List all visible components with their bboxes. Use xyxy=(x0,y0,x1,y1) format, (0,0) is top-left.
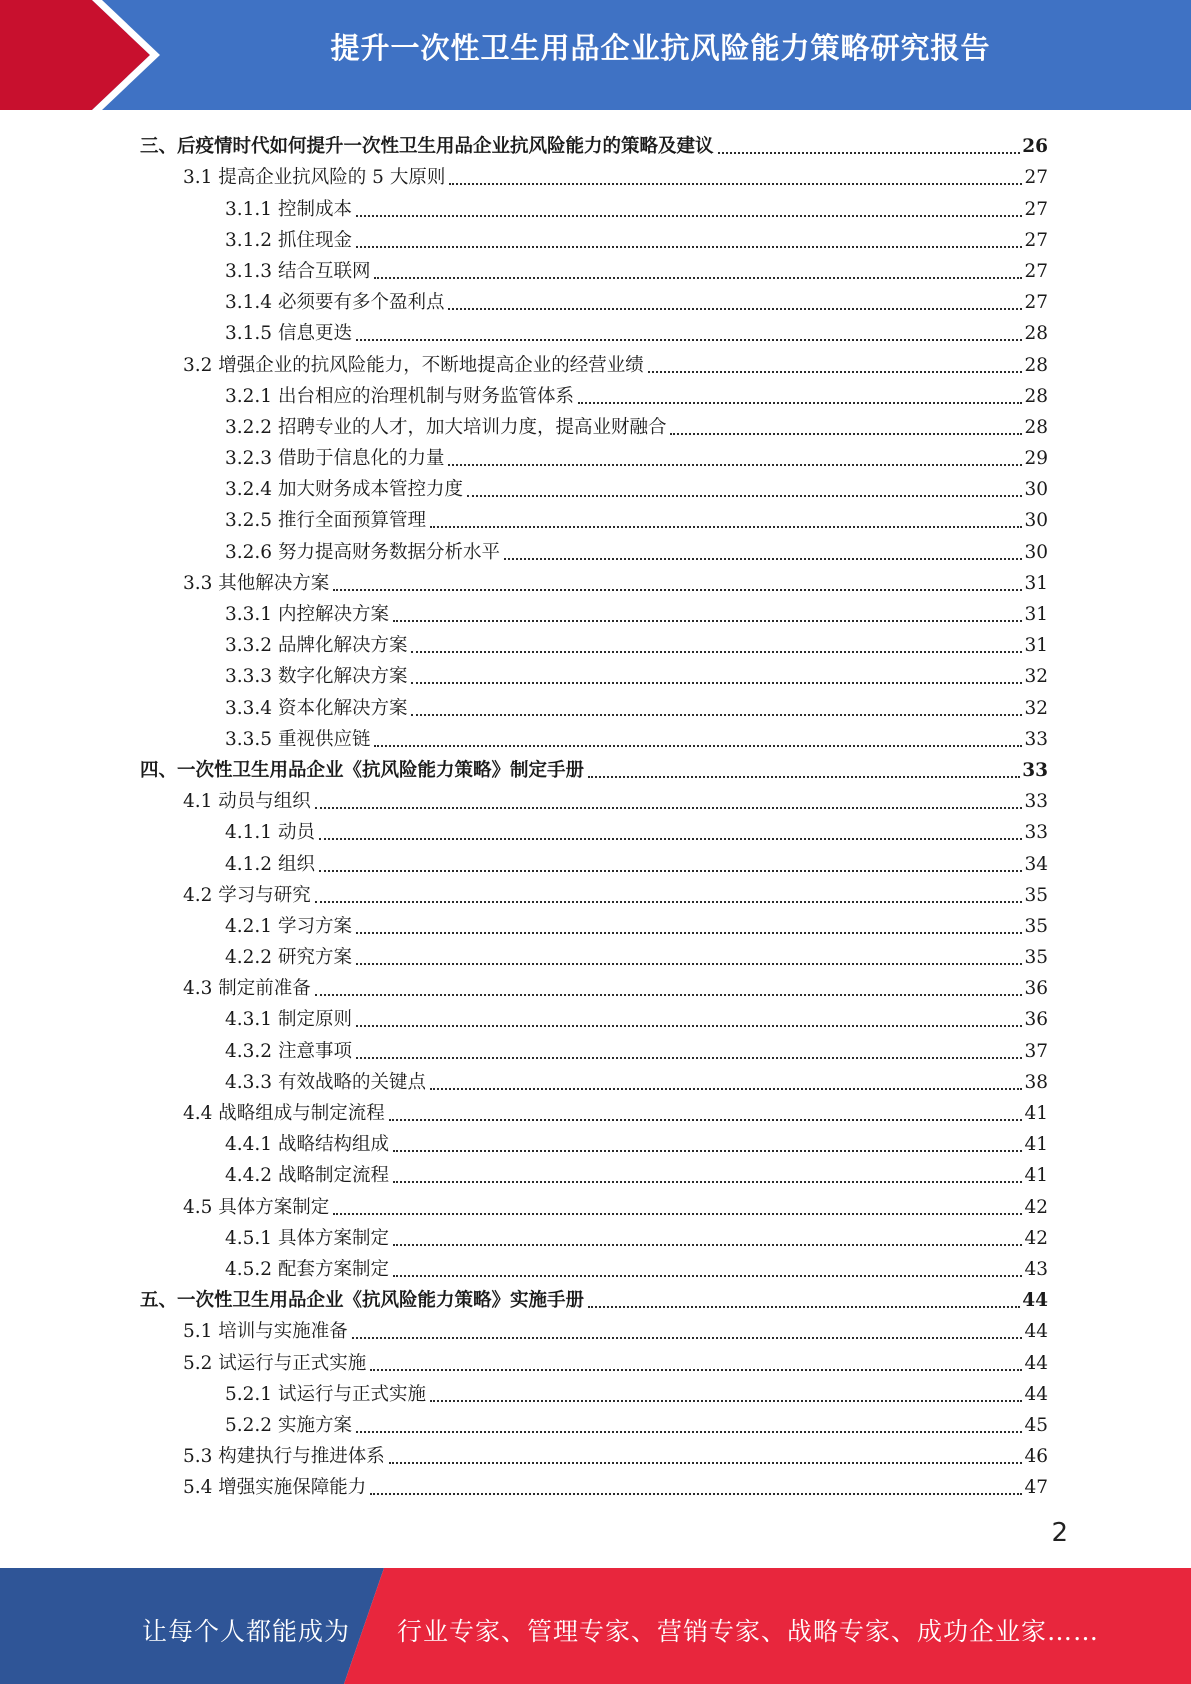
toc-dot-leader xyxy=(374,743,1022,747)
toc-dot-leader xyxy=(389,1460,1023,1464)
toc-entry-label: 3.2.4 加大财务成本管控力度 xyxy=(225,479,463,501)
toc-dot-leader xyxy=(448,462,1022,466)
toc-entry[interactable] xyxy=(140,1095,1048,1126)
toc-dot-leader xyxy=(411,649,1022,653)
toc-entry[interactable] xyxy=(140,1032,1048,1063)
toc-entry[interactable] xyxy=(140,721,1048,752)
toc-dot-leader xyxy=(356,1429,1023,1433)
document-title: 提升一次性卫生用品企业抗风险能力策略研究报告 xyxy=(330,31,991,65)
toc-entry[interactable] xyxy=(140,346,1048,377)
toc-entry-label: 4.1 动员与组织 xyxy=(183,791,311,813)
toc-dot-leader xyxy=(370,1491,1022,1495)
toc-entry-label: 3.3.1 内控解决方案 xyxy=(225,604,389,625)
toc-entry-label: 3.2.1 出台相应的治理机制与财务监管体系 xyxy=(225,385,574,407)
toc-entry-label: 3.1.3 结合互联网 xyxy=(225,260,371,282)
toc-entry[interactable] xyxy=(140,1438,1048,1469)
toc-entry-label: 4.5.2 配套方案制定 xyxy=(225,1258,389,1280)
toc-dot-leader xyxy=(718,150,1021,154)
toc-dot-leader xyxy=(356,213,1023,217)
toc-entry-label: 3.2.3 借助于信息化的力量 xyxy=(225,448,445,470)
toc-entry-label: 五、一次性卫生用品企业《抗风险能力策略》实施手册 xyxy=(140,1290,585,1312)
toc-entry-page: 26 xyxy=(1022,136,1048,158)
footer-slogan-left: 让每个人都能成为 xyxy=(142,1617,351,1646)
toc-dot-leader xyxy=(319,836,1023,840)
toc-dot-leader xyxy=(356,337,1023,341)
toc-entry-label: 4.4.2 战略制定流程 xyxy=(225,1165,389,1187)
toc-dot-leader xyxy=(430,1086,1022,1090)
toc-entry-page: 41 xyxy=(1024,1165,1048,1187)
toc-dot-leader xyxy=(356,1055,1023,1059)
toc-dot-leader xyxy=(370,1367,1022,1371)
toc-dot-leader xyxy=(648,369,1023,373)
toc-entry[interactable] xyxy=(140,596,1048,627)
toc-entry[interactable] xyxy=(140,565,1048,596)
toc-entry[interactable] xyxy=(140,877,1048,908)
toc-entry-page: 30 xyxy=(1024,510,1048,532)
toc-entry-page: 43 xyxy=(1024,1258,1048,1280)
toc-dot-leader xyxy=(315,899,1023,903)
toc-entry-label: 3.3 其他解决方案 xyxy=(183,572,330,594)
toc-entry-label: 3.1 提高企业抗风险的 5 大原则 xyxy=(183,167,446,189)
toc-entry-label: 3.2.2 招聘专业的人才，加大培训力度，提高业财融合 xyxy=(225,416,667,438)
toc-entry-label: 3.1.5 信息更迭 xyxy=(225,323,352,345)
toc-entry[interactable] xyxy=(140,1344,1048,1375)
toc-entry[interactable] xyxy=(140,1001,1048,1032)
toc-entry-label: 4.2.2 研究方案 xyxy=(225,947,352,969)
toc-entry-page: 33 xyxy=(1024,728,1048,750)
toc-entry[interactable] xyxy=(140,627,1048,658)
toc-entry-page: 31 xyxy=(1024,635,1048,657)
toc-entry-label: 4.1.1 动员 xyxy=(225,822,315,844)
toc-entry-page: 30 xyxy=(1024,479,1048,501)
toc-dot-leader xyxy=(504,556,1022,560)
toc-entry[interactable] xyxy=(140,128,1048,159)
toc-entry-page: 28 xyxy=(1024,416,1048,438)
toc-entry[interactable] xyxy=(140,1313,1048,1344)
toc-entry-label: 3.2 增强企业的抗风险能力，不断地提高企业的经营业绩 xyxy=(183,354,644,376)
toc-dot-leader xyxy=(356,1023,1023,1027)
toc-dot-leader xyxy=(467,493,1022,497)
toc-entry-page: 38 xyxy=(1024,1071,1048,1093)
toc-entry[interactable] xyxy=(140,1188,1048,1219)
toc-entry[interactable] xyxy=(140,409,1048,440)
toc-entry[interactable] xyxy=(140,1157,1048,1188)
toc-entry[interactable] xyxy=(140,315,1048,346)
toc-dot-leader xyxy=(352,1335,1023,1339)
toc-entry-label: 3.3.5 重视供应链 xyxy=(225,728,371,750)
toc-entry-label: 4.4.1 战略结构组成 xyxy=(225,1134,389,1156)
toc-dot-leader xyxy=(430,524,1022,528)
toc-entry-page: 28 xyxy=(1024,354,1048,376)
toc-dot-leader xyxy=(578,400,1022,404)
toc-entry-label: 3.1.1 控制成本 xyxy=(225,198,352,220)
toc-entry-label: 4.5 具体方案制定 xyxy=(183,1196,330,1218)
toc-entry[interactable] xyxy=(140,658,1048,689)
toc-entry-page: 33 xyxy=(1024,822,1048,844)
toc-entry-page: 46 xyxy=(1024,1446,1048,1468)
toc-entry-page: 37 xyxy=(1024,1040,1048,1062)
toc-entry-label: 5.3 构建执行与推进体系 xyxy=(183,1446,385,1468)
toc-entry-label: 4.1.2 组织 xyxy=(225,853,315,875)
toc-entry-page: 45 xyxy=(1024,1414,1048,1436)
toc-entry[interactable] xyxy=(140,190,1048,221)
toc-entry-page: 42 xyxy=(1024,1196,1048,1218)
toc-entry[interactable] xyxy=(140,378,1048,409)
toc-entry[interactable] xyxy=(140,159,1048,190)
toc-dot-leader xyxy=(315,805,1023,809)
toc-dot-leader xyxy=(374,275,1022,279)
toc-entry[interactable] xyxy=(140,1282,1048,1313)
toc-entry-label: 3.1.2 抓住现金 xyxy=(225,229,352,251)
toc-entry[interactable] xyxy=(140,533,1048,564)
toc-entry-page: 44 xyxy=(1024,1352,1048,1374)
toc-entry[interactable] xyxy=(140,1376,1048,1407)
toc-entry-label: 5.2 试运行与正式实施 xyxy=(183,1352,367,1374)
toc-dot-leader xyxy=(356,961,1023,965)
toc-dot-leader xyxy=(588,774,1020,778)
toc-dot-leader xyxy=(315,992,1023,996)
toc-entry-label: 三、后疫情时代如何提升一次性卫生用品企业抗风险能力的策略及建议 xyxy=(140,136,714,158)
toc-entry-label: 4.2 学习与研究 xyxy=(183,884,311,906)
toc-entry-label: 4.3.2 注意事项 xyxy=(225,1040,352,1062)
toc-entry-label: 5.2.2 实施方案 xyxy=(225,1414,352,1436)
toc-entry-page: 28 xyxy=(1024,323,1048,345)
toc-dot-leader xyxy=(430,1398,1022,1402)
toc-entry[interactable] xyxy=(140,970,1048,1001)
toc-entry-page: 31 xyxy=(1024,604,1048,625)
toc-entry[interactable] xyxy=(140,1469,1048,1500)
toc-entry-page: 28 xyxy=(1024,385,1048,407)
toc-dot-leader xyxy=(356,930,1023,934)
toc-entry-page: 32 xyxy=(1024,697,1048,719)
toc-entry[interactable] xyxy=(140,1220,1048,1251)
toc-entry-page: 41 xyxy=(1024,1103,1048,1124)
toc-entry-label: 4.2.1 学习方案 xyxy=(225,915,352,937)
toc-dot-leader xyxy=(411,680,1022,684)
toc-entry-label: 5.1 培训与实施准备 xyxy=(183,1321,348,1343)
toc-dot-leader xyxy=(670,431,1022,435)
toc-entry[interactable] xyxy=(140,939,1048,970)
toc-dot-leader xyxy=(393,1179,1022,1183)
toc-entry[interactable] xyxy=(140,253,1048,284)
footer-slogan-right: 行业专家、管理专家、营销专家、战略专家、成功企业家…… xyxy=(397,1617,1100,1646)
toc-entry[interactable] xyxy=(140,440,1048,471)
toc-entry-page: 27 xyxy=(1024,229,1048,251)
toc-entry[interactable] xyxy=(140,908,1048,939)
toc-entry-page: 27 xyxy=(1024,198,1048,220)
toc-dot-leader xyxy=(393,1242,1022,1246)
toc-entry[interactable] xyxy=(140,471,1048,502)
toc-entry[interactable] xyxy=(140,1407,1048,1438)
toc-entry-label: 3.3.4 资本化解决方案 xyxy=(225,697,408,719)
toc-entry[interactable] xyxy=(140,752,1048,783)
toc-entry-page: 27 xyxy=(1024,292,1048,314)
toc-dot-leader xyxy=(333,587,1022,591)
toc-entry[interactable] xyxy=(140,1064,1048,1095)
toc-entry-page: 42 xyxy=(1024,1227,1048,1249)
toc-dot-leader xyxy=(448,306,1022,310)
toc-entry-label: 3.3.2 品牌化解决方案 xyxy=(225,635,408,657)
toc-entry[interactable] xyxy=(140,689,1048,720)
toc-dot-leader xyxy=(411,712,1022,716)
toc-entry[interactable] xyxy=(140,783,1048,814)
toc-entry-label: 3.2.6 努力提高财务数据分析水平 xyxy=(225,541,500,563)
toc-entry[interactable] xyxy=(140,502,1048,533)
toc-entry-page: 29 xyxy=(1024,448,1048,470)
toc-dot-leader xyxy=(393,1273,1022,1277)
toc-entry-label: 5.2.1 试运行与正式实施 xyxy=(225,1383,426,1405)
toc-entry[interactable] xyxy=(140,845,1048,876)
footer-banner xyxy=(0,1568,1191,1684)
toc-entry-page: 44 xyxy=(1022,1290,1048,1312)
toc-entry-page: 36 xyxy=(1024,978,1048,1000)
toc-entry[interactable] xyxy=(140,814,1048,845)
toc-entry-label: 4.3.3 有效战略的关键点 xyxy=(225,1071,426,1093)
toc-dot-leader xyxy=(588,1304,1020,1308)
toc-entry-page: 33 xyxy=(1024,791,1048,813)
toc-dot-leader xyxy=(393,618,1022,622)
toc-entry-label: 3.3.3 数字化解决方案 xyxy=(225,666,408,688)
toc-entry-page: 44 xyxy=(1024,1383,1048,1405)
toc-dot-leader xyxy=(333,1211,1022,1215)
toc-entry[interactable] xyxy=(140,1251,1048,1282)
toc-entry-label: 5.4 增强实施保障能力 xyxy=(183,1477,367,1499)
toc-entry-page: 32 xyxy=(1024,666,1048,688)
toc-entry[interactable] xyxy=(140,222,1048,253)
toc-entry[interactable] xyxy=(140,1126,1048,1157)
toc-dot-leader xyxy=(356,244,1023,248)
toc-entry[interactable] xyxy=(140,284,1048,315)
toc-dot-leader xyxy=(389,1117,1023,1121)
toc-entry-label: 4.4 战略组成与制定流程 xyxy=(183,1103,385,1124)
toc-entry-page: 35 xyxy=(1024,915,1048,937)
toc-entry-page: 44 xyxy=(1024,1321,1048,1343)
toc-entry-page: 30 xyxy=(1024,541,1048,563)
toc-entry-page: 31 xyxy=(1024,572,1048,594)
toc-entry-label: 4.5.1 具体方案制定 xyxy=(225,1227,389,1249)
toc-dot-leader xyxy=(449,181,1022,185)
header-banner xyxy=(0,0,1191,110)
toc-entry-page: 47 xyxy=(1024,1477,1048,1499)
toc-entry-label: 4.3.1 制定原则 xyxy=(225,1009,352,1031)
toc-entry-page: 35 xyxy=(1024,884,1048,906)
toc-dot-leader xyxy=(319,868,1023,872)
toc-entry-label: 四、一次性卫生用品企业《抗风险能力策略》制定手册 xyxy=(140,759,585,781)
toc-entry-label: 4.3 制定前准备 xyxy=(183,978,311,1000)
toc-entry-page: 35 xyxy=(1024,947,1048,969)
toc-entry-page: 27 xyxy=(1024,167,1048,189)
toc-entry-page: 27 xyxy=(1024,260,1048,282)
toc-dot-leader xyxy=(393,1148,1022,1152)
toc-entry-label: 3.1.4 必须要有多个盈利点 xyxy=(225,292,445,314)
page-number: 2 xyxy=(1051,1518,1068,1548)
toc-entry-page: 41 xyxy=(1024,1134,1048,1156)
table-of-contents xyxy=(140,128,1048,1500)
toc-entry-page: 34 xyxy=(1024,853,1048,875)
toc-entry-page: 33 xyxy=(1022,759,1048,781)
toc-entry-label: 3.2.5 推行全面预算管理 xyxy=(225,510,426,532)
toc-entry-page: 36 xyxy=(1024,1009,1048,1031)
